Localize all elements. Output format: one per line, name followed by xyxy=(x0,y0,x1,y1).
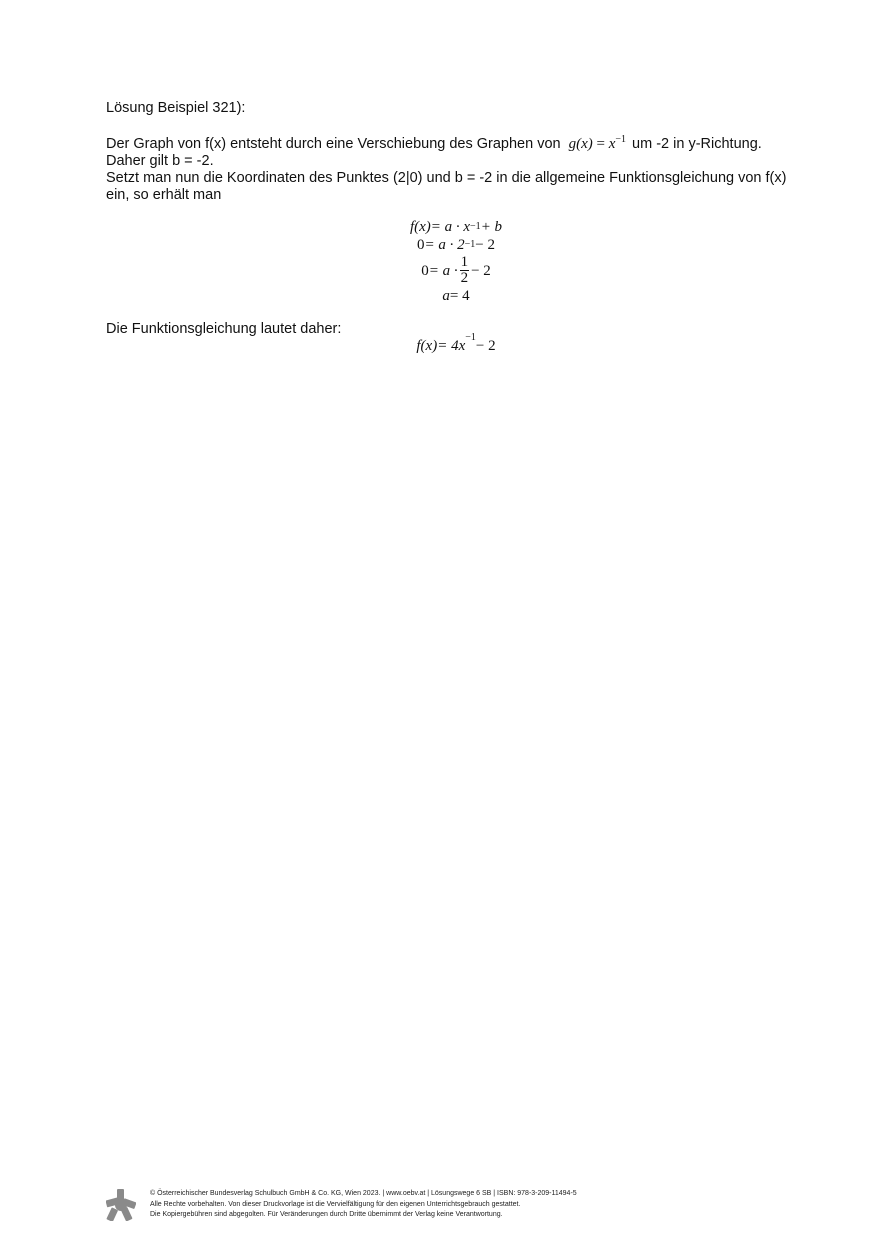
footer-text xyxy=(150,1189,577,1221)
intro-paragraph xyxy=(106,136,826,204)
g-exponent: −1 xyxy=(615,134,627,145)
g-lhs: g(x) xyxy=(568,136,593,152)
equation-block xyxy=(106,218,806,305)
eq2-lhs: 0 xyxy=(417,237,425,253)
fraction-denominator: 2 xyxy=(460,270,469,286)
intro-line-1-end: um -2 in y-Richtung. xyxy=(632,136,762,152)
footer-rights: Alle Rechte vorbehalten. Von dieser Druckvorlage ist die Vervielfältigung für den eigenen Unterrichtsgebrauch gestattet. xyxy=(150,1200,521,1208)
footer-copyright: © Österreichischer Bundesverlag Schulbuch GmbH & Co. KG, Wien 2023. | www.oebv.at | Lösungswege 6 SB | ISBN: 978-3-209-11494-5 xyxy=(150,1190,577,1197)
final-lhs: f(x) xyxy=(416,338,438,354)
conclusion-text: Die Funktionsgleichung lautet daher: xyxy=(106,321,342,337)
equation-1: f(x) = a · x −1 + b xyxy=(409,219,503,235)
eq3-lhs: 0 xyxy=(421,262,429,279)
eq3-mid: = a · xyxy=(428,262,458,279)
g-equals: = xyxy=(592,136,609,152)
final-exponent: −1 xyxy=(465,332,476,343)
eq2-end: − 2 xyxy=(475,237,495,253)
intro-line-3: Setzt man nun die Koordinaten des Punktes (2|0) und b = -2 in die allgemeine Funktionsgleichung von f(x) xyxy=(106,170,787,186)
equation-3 xyxy=(421,255,491,286)
final-end: − 2 xyxy=(475,338,496,354)
final-equation xyxy=(106,332,806,355)
eq1-end: + b xyxy=(480,219,503,235)
eq1-mid: = a · x xyxy=(430,219,471,235)
inline-formula-g xyxy=(569,136,626,152)
eq3-end: − 2 xyxy=(471,262,491,279)
eq1-lhs: f(x) xyxy=(409,219,431,235)
page-footer xyxy=(106,1189,806,1221)
intro-line-2: Daher gilt b = -2. xyxy=(106,153,214,169)
footer-fees: Die Kopiergebühren sind abgegolten. Für Veränderungen durch Dritte übernimmt der Verlag keine Verantwortung. xyxy=(150,1211,503,1218)
eq4-lhs: a xyxy=(442,288,450,304)
equation-4 xyxy=(442,287,469,305)
fraction-one-half xyxy=(460,255,470,286)
intro-line-1-text: Der Graph von f(x) entsteht durch eine Verschiebung des Graphen von xyxy=(106,136,561,152)
final-mid: = 4x xyxy=(437,338,466,354)
intro-line-1 xyxy=(106,136,826,153)
g-base: x xyxy=(608,136,616,152)
fraction-numerator: 1 xyxy=(460,254,469,270)
eq2-mid: = a · 2 xyxy=(424,237,465,253)
eq4-rhs: = 4 xyxy=(449,288,470,304)
intro-line-4: ein, so erhält man xyxy=(106,187,222,203)
document-body xyxy=(106,100,826,355)
equation-2: 0 = a · 2 −1 − 2 xyxy=(417,237,495,253)
solution-heading: Lösung Beispiel 321): xyxy=(106,100,246,116)
publisher-logo-icon xyxy=(106,1189,136,1221)
